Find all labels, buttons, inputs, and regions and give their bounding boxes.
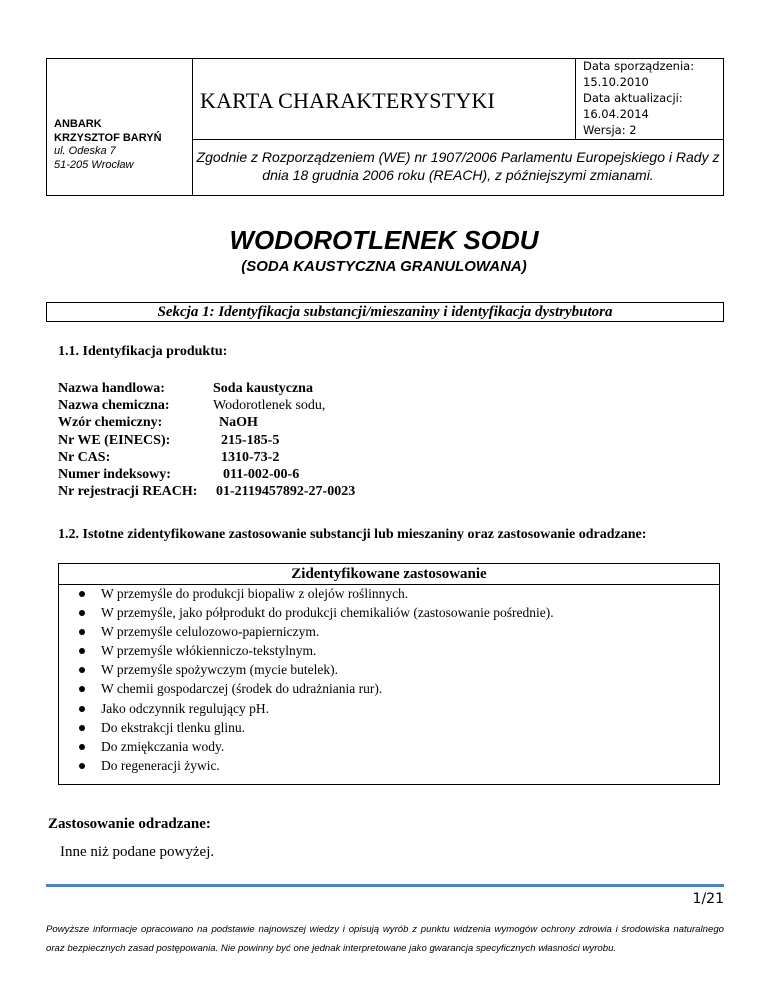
list-item: W przemyśle spożywczym (mycie butelek). xyxy=(77,660,554,679)
company-name: ANBARK xyxy=(54,118,102,130)
identification-value: 01-2119457892-27-0023 xyxy=(216,484,356,500)
list-item: W chemii gospodarczej (środek do udrażniania rur). xyxy=(77,679,554,698)
list-item: Do ekstrakcji tlenku glinu. xyxy=(77,718,554,737)
list-item: W przemyśle celulozowo-papierniczym. xyxy=(77,622,554,641)
version: Wersja: 2 xyxy=(583,123,637,137)
identification-label: Nr rejestracji REACH: xyxy=(58,484,198,500)
uses-table-header: Zidentyfikowane zastosowanie xyxy=(291,566,487,582)
list-item: Do zmiękczania wody. xyxy=(77,737,554,756)
regulation-text: Zgodnie z Rozporządzeniem (WE) nr 1907/2006 Parlamentu Europejskiego i Rady z dnia 18 grudnia 2006 roku (REACH), z późniejszymi zmianami. xyxy=(196,149,720,183)
identification-value: NaOH xyxy=(219,415,258,431)
discouraged-text: Inne niż podane powyżej. xyxy=(60,844,215,860)
section-title: Sekcja 1: Identyfikacja substancji/mieszaniny i identyfikacja dystrybutora xyxy=(46,302,724,322)
product-subtitle: (SODA KAUSTYCZNA GRANULOWANA) xyxy=(241,258,527,275)
identification-label: Wzór chemiczny: xyxy=(58,415,163,431)
company-city: 51-205 Wrocław xyxy=(54,158,134,171)
discouraged-heading: Zastosowanie odradzane: xyxy=(48,816,211,832)
identification-value: Wodorotlenek sodu, xyxy=(213,398,326,414)
document-title: KARTA CHARAKTERYSTYKI xyxy=(200,88,496,113)
list-item: Jako odczynnik regulujący pH. xyxy=(77,699,554,718)
identification-value: 1310-73-2 xyxy=(221,449,280,465)
identification-value: 215-185-5 xyxy=(221,432,280,448)
created-label: Data sporządzenia: xyxy=(583,59,695,73)
identification-label: Nazwa handlowa: xyxy=(58,381,165,396)
subsection-heading: 1.2. Istotne zidentyfikowane zastosowanie substancji lub mieszaniny oraz zastosowanie odradzane: xyxy=(58,527,647,542)
identification-label: Numer indeksowy: xyxy=(58,466,171,482)
header-divider xyxy=(192,139,723,140)
list-item: W przemyśle włókienniczo-tekstylnym. xyxy=(77,641,554,660)
footer-disclaimer: Powyższe informacje opracowano na podstawie najnowszej wiedzy i opisują wyrób z punktu widzenia wymogów ochrony zdrowia i środowiska naturalnego oraz bezpiecznych zasad postępowania. Nie powinny być one jednak interpretowane jako gwarancja specyficznych własności wyrobu. xyxy=(46,924,724,954)
list-item: W przemyśle do produkcji biopaliw z olejów roślinnych. xyxy=(77,584,554,603)
list-item: Do regeneracji żywic. xyxy=(77,756,554,775)
company-owner: KRZYSZTOF BARYŃ xyxy=(54,131,162,144)
header-divider xyxy=(192,59,193,195)
product-title: WODOROTLENEK SODU xyxy=(229,225,539,255)
identification-label: Nazwa chemiczna: xyxy=(58,398,170,414)
uses-table xyxy=(58,563,720,785)
created-date: 15.10.2010 xyxy=(583,75,649,89)
subsection-heading: 1.1. Identyfikacja produktu: xyxy=(58,344,228,359)
uses-list xyxy=(77,584,554,775)
company-street: ul. Odeska 7 xyxy=(54,145,116,157)
identification-label: Nr WE (EINECS): xyxy=(58,432,171,448)
identification-value: 011-002-00-6 xyxy=(223,466,300,482)
footer-rule xyxy=(46,884,724,887)
identification-value: Soda kaustyczna xyxy=(213,381,313,396)
document-dates xyxy=(583,58,694,138)
updated-label: Data aktualizacji: xyxy=(583,91,683,105)
list-item: W przemyśle, jako półprodukt do produkcji chemikaliów (zastosowanie pośrednie). xyxy=(77,603,554,622)
updated-date: 16.04.2014 xyxy=(583,107,649,121)
identification-label: Nr CAS: xyxy=(58,449,111,465)
page-number: 1/21 xyxy=(692,891,724,907)
company-info xyxy=(54,118,162,172)
header-divider xyxy=(575,59,576,139)
